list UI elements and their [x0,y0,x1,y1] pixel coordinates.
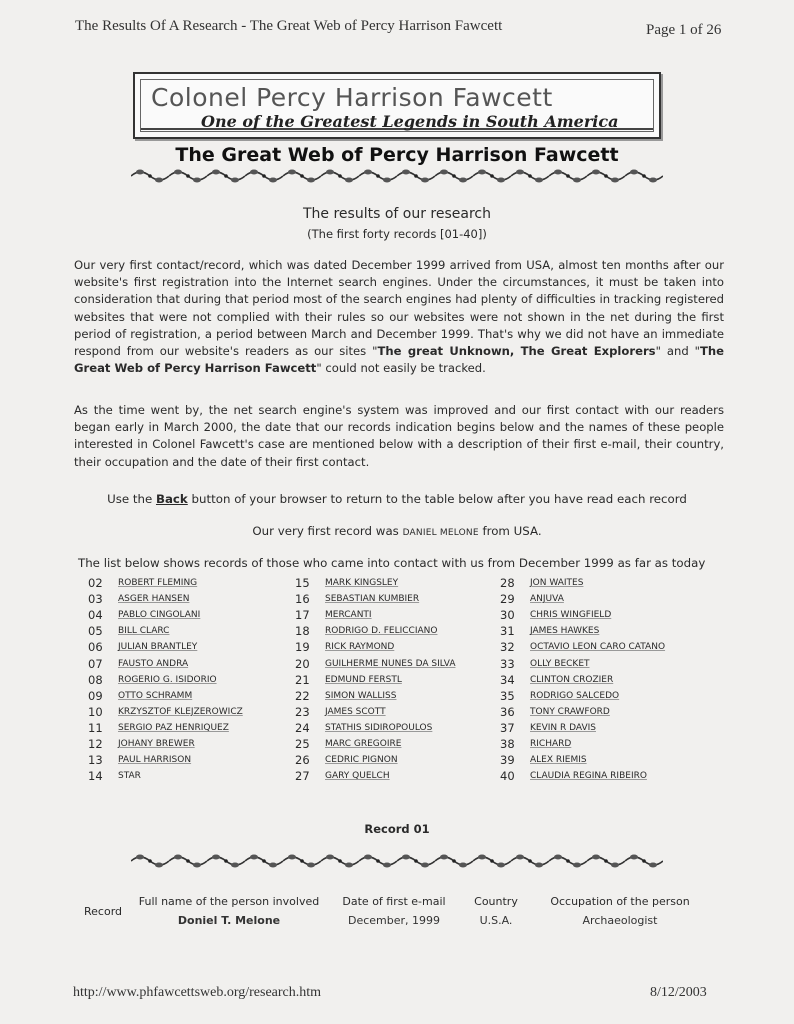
record-number: 17 [295,608,310,623]
record-list-item [88,704,243,720]
record-list-item [500,704,665,720]
record-name-link[interactable]: OLLY BECKET [530,658,590,669]
print-header-title: The Results Of A Research - The Great Web of Percy Harrison Fawcett [75,18,503,34]
record-name-link[interactable]: SEBASTIAN KUMBIER [325,594,420,605]
record-list-item [88,720,243,736]
record-number: 19 [295,640,310,655]
record-name-link[interactable]: CLAUDIA REGINA RIBEIRO [530,771,647,782]
banner-name: Colonel Percy Harrison Fawcett [151,83,553,112]
back-instruction-post: button of your browser to return to the table below after you have read each record [187,492,687,506]
record-name-link[interactable]: STATHIS SIDIROPOULOS [325,722,433,733]
record-name-link[interactable]: MERCANTI [325,610,372,621]
record-number: 02 [88,576,103,591]
record-name-link[interactable]: STAR [118,771,141,782]
records-column-2 [295,575,455,784]
occupation-value: Archaeologist [582,914,658,927]
record-name-link[interactable]: KEVIN R DAVIS [530,722,596,733]
record-number: 04 [88,608,103,623]
record-list-item [88,672,243,688]
print-footer-date: 8/12/2003 [650,985,707,1000]
para1-text-1: Our very first contact/record, which was dated December 1999 arrived from USA, almost ten months after our website's first registration into the Internet search engines. Under the circumstances, it must be taken into consideration that during that period most of the search engines had plenty of difficulties in tracking registered websites that were not complied with their rules so our websites were not shown in the net during the first period of registration, a period between March and December 1999. That's why we did not have an immediate respond from our website's readers as our sites " [74,258,724,359]
intro-paragraph-2: As the time went by, the net search engine's system was improved and our first contact with our readers began early in March 2000, the date that our records indication begins below and the names of these people interested in Colonel Fawcett's case are mentioned below with a description of their first e-mail, their country, their occupation and the date of their first contact. [74,403,724,469]
record-name-link[interactable]: SIMON WALLISS [325,690,397,701]
record-name-link[interactable]: CLINTON CROZIER [530,674,614,685]
record-number: 23 [295,704,310,719]
record-name-link[interactable]: RICK RAYMOND [325,642,395,653]
record-list-item [295,720,455,736]
record-list-item [295,655,455,671]
record-number: 26 [295,753,310,768]
record-number: 40 [500,769,515,784]
banner-subtitle: One of the Greatest Legends in South America [201,112,619,131]
record-name-link[interactable]: GARY QUELCH [325,771,390,782]
record-list-item [88,768,243,784]
record-list-item [88,607,243,623]
record-list-item [88,655,243,671]
record-list-item [500,655,665,671]
record-name-link[interactable]: FAUSTO ANDRA [118,658,189,669]
record-number: 29 [500,592,515,607]
record-list-item [88,639,243,655]
first-record-line [0,524,794,538]
record-name-link[interactable]: OCTAVIO LEON CARO CATANO [530,642,666,653]
country-header: Country [474,895,518,908]
record-list-item [500,575,665,591]
para1-text-3: " could not easily be tracked. [316,361,486,376]
country-value: U.S.A. [479,914,513,927]
record-name-link[interactable]: PABLO CINGOLANI [118,610,201,621]
record-number: 16 [295,592,310,607]
back-instruction-pre: Use the [107,492,156,506]
section-heading: The results of our research [303,206,491,222]
record-number: 13 [88,753,103,768]
full-name-value: Doniel T. Melone [177,914,281,927]
banner-inner-frame [140,79,654,132]
record-number: 34 [500,672,515,687]
records-column-3 [500,575,665,784]
record-name-link[interactable]: RODRIGO D. FELICCIANO [325,626,438,637]
records-column-1 [88,575,243,784]
record-name-link[interactable]: JOHANY BREWER [118,738,195,749]
record-name-link[interactable]: GUILHERME NUNES DA SILVA [325,658,456,669]
record-list-item [88,736,243,752]
date-header: Date of first e-mail [342,895,446,908]
record-name-link[interactable]: EDMUND FERSTL [325,674,402,685]
record-number: 08 [88,672,103,687]
record-number: 09 [88,688,103,703]
record-number: 20 [295,656,310,671]
record-number: 10 [88,704,103,719]
list-intro: The list below shows records of those who came into contact with us from December 1999 as far as today [78,556,706,570]
record-number: 25 [295,736,310,751]
section-subheading: (The first forty records [01-40]) [307,227,487,241]
record-list-item [295,736,455,752]
full-name-header: Full name of the person involved [138,895,320,908]
record-name-link[interactable]: ASGER HANSEN [118,594,190,605]
record-list-item [295,704,455,720]
banner [133,72,661,139]
record-number: 36 [500,704,515,719]
ornament-divider-top [131,167,663,185]
record-list-item [295,672,455,688]
record-name-link[interactable]: RODRIGO SALCEDO [530,690,620,701]
intro-paragraph-1 [74,257,724,377]
record-list-item [500,591,665,607]
print-header-page-number: Page 1 of 26 [646,22,722,38]
record-number: 22 [295,688,310,703]
para1-bold-site-1: The great Unknown, The Great Explorers [377,344,656,359]
first-record-name: DANIEL MELONE [402,528,479,538]
record-number: 12 [88,736,103,751]
record-list-item [500,623,665,639]
record-name-link[interactable]: JULIAN BRANTLEY [118,642,198,653]
record-list-item [88,688,243,704]
record-number: 35 [500,688,515,703]
record-list-item [500,736,665,752]
record-number: 27 [295,769,310,784]
record-list-item [295,607,455,623]
record-list-item [295,688,455,704]
record-list-item [88,575,243,591]
record-name-link[interactable]: TONY CRAWFORD [530,706,610,717]
para1-bold-site-2: The Great Web of Percy Harrison Fawcett [74,344,724,376]
record-name-link[interactable]: OTTO SCHRAMM [118,690,193,701]
print-footer-url: http://www.phfawcettsweb.org/research.htm [73,985,322,1000]
record-name-link[interactable]: MARK KINGSLEY [325,578,399,589]
record-list-item [295,768,455,784]
occupation-header: Occupation of the person [550,895,690,908]
record-number: 03 [88,592,103,607]
record-label: Record [84,905,123,918]
record-name-link[interactable]: KRZYSZTOF KLEJZEROWICZ [118,706,243,717]
record-name-link[interactable]: ROBERT FLEMING [118,578,198,589]
record-number: 11 [88,720,103,735]
record-number: 07 [88,656,103,671]
record-list-item [500,768,665,784]
record-name-link[interactable]: RICHARD [530,738,572,749]
record-list-item [500,752,665,768]
record-list-item [88,591,243,607]
record-number: 24 [295,720,310,735]
first-record-post: from USA. [478,524,542,538]
record-list-item [500,672,665,688]
record-list-item [295,591,455,607]
record-name-link[interactable]: JAMES SCOTT [325,706,386,717]
record-number: 39 [500,753,515,768]
record-list-item [500,607,665,623]
record-number: 38 [500,736,515,751]
record-name-link[interactable]: BILL CLARC [118,626,170,637]
record-list-item [295,639,455,655]
record-name-link[interactable]: JON WAITES [530,578,584,589]
record-list-item [295,575,455,591]
record-list-item [88,623,243,639]
record-list-item [500,720,665,736]
record-number: 37 [500,720,515,735]
record-list-item [88,752,243,768]
record-number: 31 [500,624,515,639]
record-number: 18 [295,624,310,639]
date-value: December, 1999 [347,914,441,927]
record-number: 06 [88,640,103,655]
record-name-link[interactable]: CHRIS WINGFIELD [530,610,612,621]
record-list-item [295,752,455,768]
record-name-link[interactable]: ALEX RIEMIS [530,755,587,766]
record-name-link[interactable]: MARC GREGOIRE [325,738,402,749]
record-name-link[interactable]: PAUL HARRISON [118,755,192,766]
record-number: 32 [500,640,515,655]
record-name-link[interactable]: ROGERIO G. ISIDORIO [118,674,217,685]
record-number: 14 [88,769,103,784]
record-number: 33 [500,656,515,671]
record-list-item [500,688,665,704]
page-title: The Great Web of Percy Harrison Fawcett [175,144,619,166]
record-number: 05 [88,624,103,639]
record-number: 15 [295,576,310,591]
back-instruction [0,492,794,506]
ornament-divider-bottom [131,852,663,870]
record-list-item [295,623,455,639]
record-title: Record 01 [364,822,430,836]
record-number: 30 [500,608,515,623]
para1-text-2: " and " [655,344,700,359]
record-name-link[interactable]: CEDRIC PIGNON [325,755,398,766]
first-record-pre: Our very first record was [252,524,403,538]
record-number: 21 [295,672,310,687]
record-number: 28 [500,576,515,591]
record-name-link[interactable]: ANJUVA [530,594,564,605]
record-name-link[interactable]: SERGIO PAZ HENRIQUEZ [118,722,229,733]
record-list-item [500,639,665,655]
record-name-link[interactable]: JAMES HAWKES [530,626,600,637]
back-link[interactable]: Back [155,492,188,506]
